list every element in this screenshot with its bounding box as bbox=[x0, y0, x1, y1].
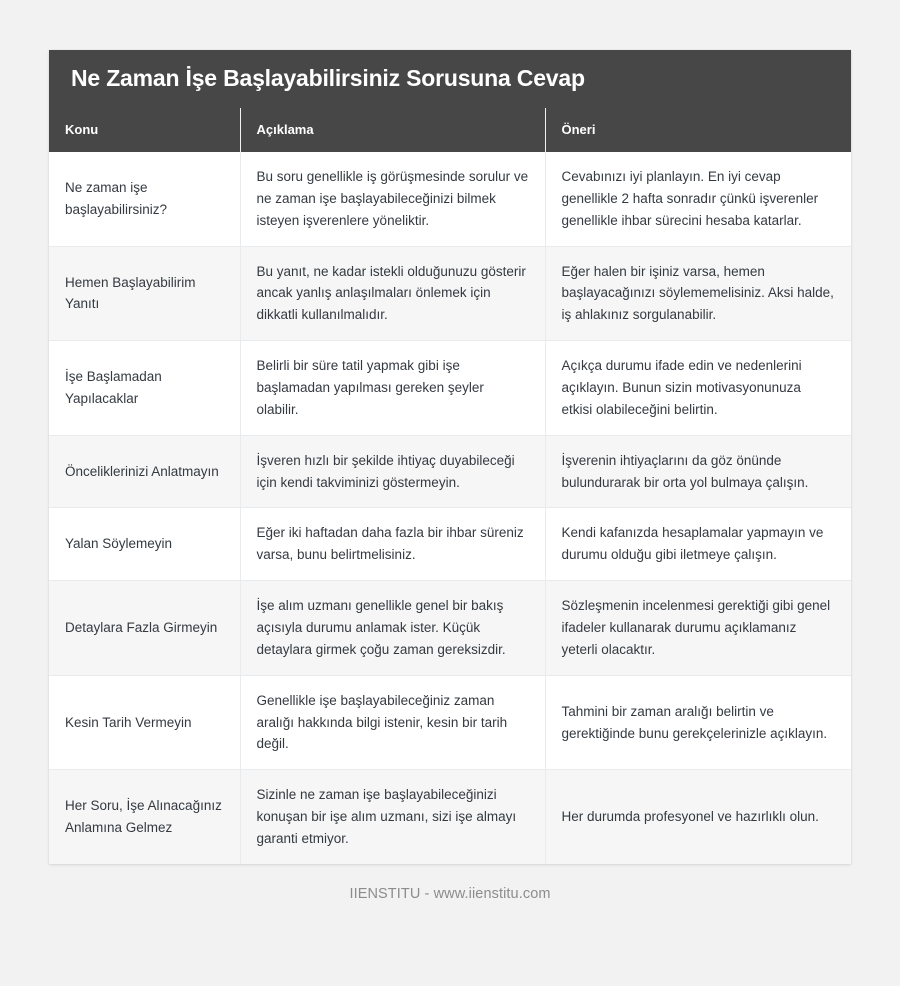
table-row bbox=[49, 770, 851, 864]
cell-konu: Ne zaman işe başlayabilirsiniz? bbox=[49, 152, 240, 246]
column-header-konu: Konu bbox=[49, 108, 240, 152]
cell-konu: İşe Başlamadan Yapılacaklar bbox=[49, 341, 240, 436]
column-header-oneri: Öneri bbox=[545, 108, 851, 152]
cell-konu: Önceliklerinizi Anlatmayın bbox=[49, 435, 240, 508]
table-row bbox=[49, 675, 851, 770]
table-row bbox=[49, 341, 851, 436]
cell-aciklama: Eğer iki haftadan daha fazla bir ihbar süreniz varsa, bunu belirtmelisiniz. bbox=[240, 508, 545, 581]
page-title: Ne Zaman İşe Başlayabilirsiniz Sorusuna Cevap bbox=[71, 65, 585, 92]
cell-oneri: Cevabınızı iyi planlayın. En iyi cevap genellikle 2 hafta sonradır çünkü işverenler genellikle ihbar sürecini hesaba katarlar. bbox=[545, 152, 851, 246]
cell-oneri: Tahmini bir zaman aralığı belirtin ve gerektiğinde bunu gerekçelerinizle açıklayın. bbox=[545, 675, 851, 770]
cell-oneri: Eğer halen bir işiniz varsa, hemen başlayacağınızı söylememelisiniz. Aksi halde, iş ahlakınız sorgulanabilir. bbox=[545, 246, 851, 341]
table-row bbox=[49, 581, 851, 676]
table-header bbox=[49, 108, 851, 152]
table-header-row bbox=[49, 108, 851, 152]
card-title-bar bbox=[49, 50, 851, 108]
cell-konu: Kesin Tarih Vermeyin bbox=[49, 675, 240, 770]
table-row bbox=[49, 152, 851, 246]
footer-attribution: IIENSTITU - www.iienstitu.com bbox=[349, 885, 551, 902]
table-row bbox=[49, 508, 851, 581]
cell-konu: Detaylara Fazla Girmeyin bbox=[49, 581, 240, 676]
info-card bbox=[49, 50, 851, 864]
table-body bbox=[49, 152, 851, 864]
cell-aciklama: Bu yanıt, ne kadar istekli olduğunuzu gösterir ancak yanlış anlaşılmaları önlemek için dikkatli kullanılmalıdır. bbox=[240, 246, 545, 341]
cell-konu: Her Soru, İşe Alınacağınız Anlamına Gelmez bbox=[49, 770, 240, 864]
cell-aciklama: Genellikle işe başlayabileceğiniz zaman aralığı hakkında bilgi istenir, kesin bir tarih değil. bbox=[240, 675, 545, 770]
cell-konu: Hemen Başlayabilirim Yanıtı bbox=[49, 246, 240, 341]
cell-aciklama: İşe alım uzmanı genellikle genel bir bakış açısıyla durumu anlamak ister. Küçük detaylara girmek çoğu zaman gereksizdir. bbox=[240, 581, 545, 676]
cell-oneri: İşverenin ihtiyaçlarını da göz önünde bulundurarak bir orta yol bulmaya çalışın. bbox=[545, 435, 851, 508]
table-row bbox=[49, 435, 851, 508]
cell-aciklama: İşveren hızlı bir şekilde ihtiyaç duyabileceği için kendi takviminizi göstermeyin. bbox=[240, 435, 545, 508]
table-row bbox=[49, 246, 851, 341]
cell-aciklama: Belirli bir süre tatil yapmak gibi işe başlamadan yapılması gereken şeyler olabilir. bbox=[240, 341, 545, 436]
column-header-aciklama: Açıklama bbox=[240, 108, 545, 152]
cell-oneri: Her durumda profesyonel ve hazırlıklı olun. bbox=[561, 809, 819, 825]
cell-aciklama: Bu soru genellikle iş görüşmesinde sorulur ve ne zaman işe başlayabileceğinizi bilmek isteyen işverenlere yöneliktir. bbox=[240, 152, 545, 246]
advice-table bbox=[49, 108, 851, 864]
cell-oneri: Sözleşmenin incelenmesi gerektiği gibi genel ifadeler kullanarak durumu açıklamanız yeterli olacaktır. bbox=[545, 581, 851, 676]
cell-konu: Yalan Söylemeyin bbox=[49, 508, 240, 581]
cell-oneri: Açıkça durumu ifade edin ve nedenlerini açıklayın. Bunun sizin motivasyonunuza etkisi olabileceğini belirtin. bbox=[545, 341, 851, 436]
cell-oneri: Kendi kafanızda hesaplamalar yapmayın ve durumu olduğu gibi iletmeye çalışın. bbox=[545, 508, 851, 581]
cell-aciklama: Sizinle ne zaman işe başlayabileceğinizi konuşan bir işe alım uzmanı, sizi işe almayı garanti etmiyor. bbox=[240, 770, 545, 864]
